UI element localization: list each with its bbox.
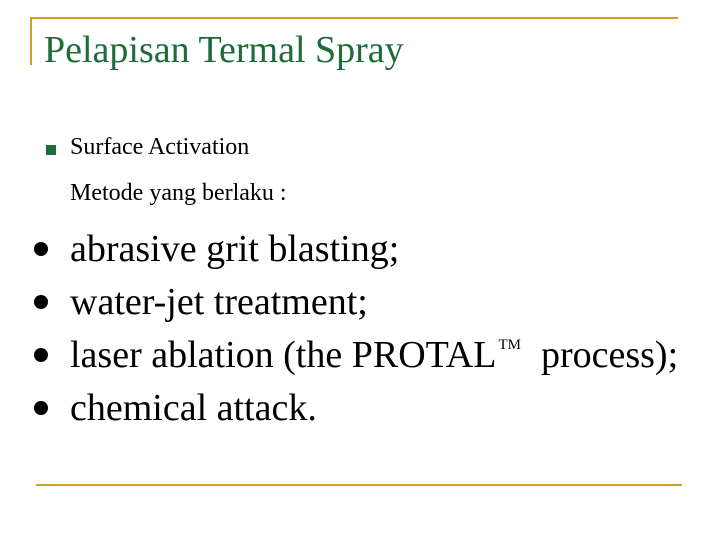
method-text: abrasive grit blasting;: [70, 227, 400, 270]
methods-intro: Metode yang berlaku :: [70, 180, 287, 206]
method-text: laser ablation (the PROTAL: [70, 333, 497, 376]
list-item: [34, 381, 678, 434]
top-rule: [30, 17, 678, 19]
method-text: water-jet treatment;: [70, 280, 368, 323]
bullet-dot-icon: [34, 348, 48, 362]
bullet-surface-activation: Surface Activation: [70, 134, 250, 160]
methods-list: [34, 222, 678, 434]
method-text-suffix: process);: [540, 333, 679, 376]
bottom-rule: [36, 484, 682, 486]
list-item: [34, 328, 678, 381]
list-item: [34, 222, 678, 275]
bullet-dot-icon: [34, 295, 48, 309]
trademark-symbol: TM: [498, 336, 521, 353]
square-bullet-icon: [46, 145, 56, 155]
left-rule: [30, 17, 32, 65]
bullet-dot-icon: [34, 401, 48, 415]
method-text: chemical attack.: [70, 386, 317, 429]
slide-title: Pelapisan Termal Spray: [44, 29, 404, 71]
bullet-dot-icon: [34, 242, 48, 256]
list-item: [34, 275, 678, 328]
method-text-group: [70, 333, 679, 376]
